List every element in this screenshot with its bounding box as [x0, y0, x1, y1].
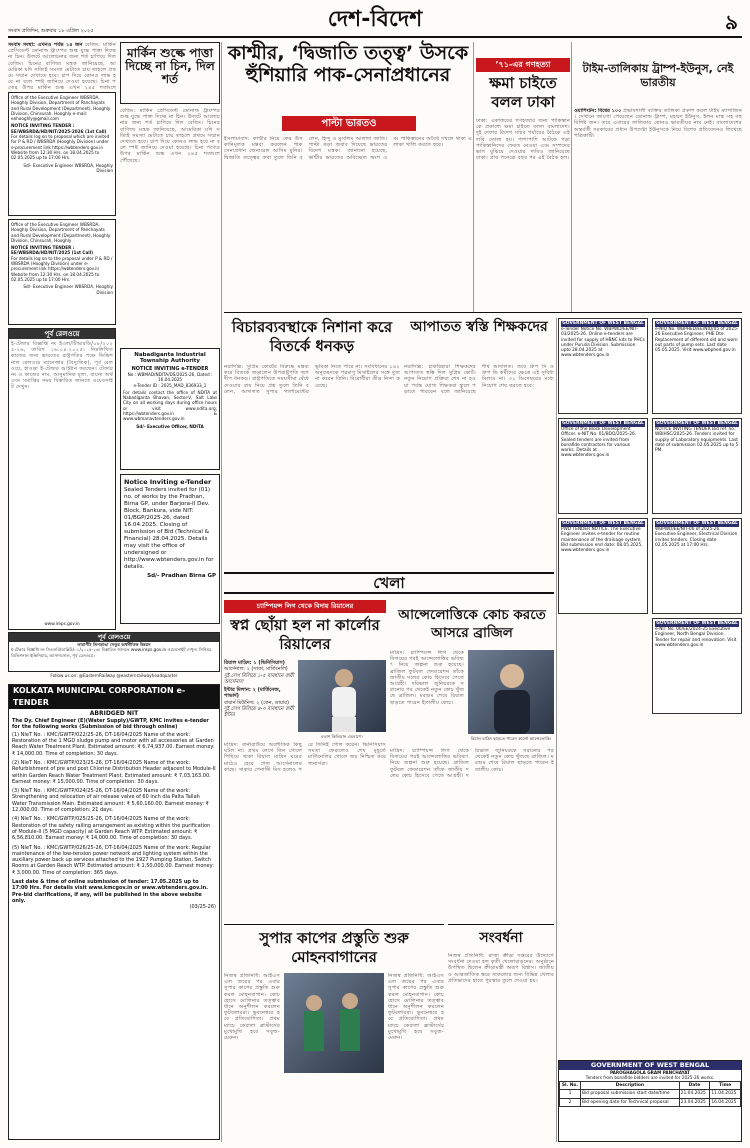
time-list-headline: টাইম-তালিকায় ট্রাম্প-ইউনুস, নেই ভারতীয় — [582, 62, 734, 89]
tender-ad-head: GOVERNMENT OF WEST BENGAL — [656, 321, 738, 326]
column-divider — [571, 42, 572, 312]
coach-silhouette-icon — [468, 650, 554, 734]
china-headline: মার্কিন শুল্কে পাত্তা দিচ্ছে না চিন, দিল শর্ত — [125, 46, 215, 87]
table-cell: 11.04.2025 — [710, 1090, 741, 1099]
ad-sign: Sd/- Executive Engineer WBSRDA, Hooghly Division — [23, 284, 113, 295]
real-madrid-block — [224, 600, 386, 920]
nabadiganta-ad — [120, 348, 220, 470]
tender-ad — [652, 618, 742, 714]
teachers-headline: আপাতত স্বস্তি শিক্ষকদের — [410, 319, 548, 335]
super-cup-body-right: নিজস্ব প্রতিনিধি: আইএসএল জয়ের পর এবার সুপার কাপের প্রস্তুতি শুরু করল মোহনবাগান। কোচ হোসে মোলিনার তত্ত্বাবধানে অনুশীলন করলেন ফুটবলাররা। ভুবনেশ্বরে হবে প্রতিযোগিতা। প্রথম ম্যাচে কেরালা ব্লাস্টার্সের মুখোমুখি হবে সবুজ-মেরুন। — [388, 973, 444, 1042]
ancelotti-caption: রিয়াল মাদ্রিদ ছাড়তে পারেন কার্লো আন্সেলোত্তি। — [470, 736, 552, 741]
kashmir-badge: পাল্টা ভারতও — [282, 116, 416, 131]
tender-ad — [652, 418, 742, 514]
kmc-ref: (03/25-26) — [189, 904, 216, 911]
tender-ad-body: PWD TENDER NOTICE. The Executive Engineer invites e-tender for routine maintenance of the drainage system. Bid submission end date: 08.05.2025. www.wbtenders.gov.in — [561, 527, 643, 554]
super-cup-block — [224, 924, 444, 1142]
kmc-tender-ad — [8, 684, 220, 1140]
score-line: দুই লেগ মিলিয়ে ৪-৩ ব্যবধানে জয়ী ইন্টার — [224, 706, 294, 719]
tender-ad-body: Office of the Block Development Officer. e-NIT No. 01/BDO/2025-26. Sealed tenders are invited from bonafide contractors for various works. Details at www.wbtenders.gov.in — [561, 427, 637, 459]
table-cell: 21.04.2025 — [679, 1090, 710, 1099]
railway2-header: পূর্ব রেলওয়ে — [9, 633, 219, 642]
table-header: Description — [580, 1081, 679, 1090]
paroghagola-sub: PAROGHAGOLA GRAM PANCHAYAT — [609, 1070, 691, 1075]
kmc-item: (3) NIeT No. : KMC/GWTP/024/25-26, DT-16/04/2025 Name of the work: Strengthening and relocation of air release valve of 60 inch dia Palta Tallah Water Transmission Main. Estimated amount: ₹ 5,60,160.00. Earnest money: ₹ 12,000.00. Time of completion: 21 days. — [12, 788, 209, 814]
dhankar-headline: বিচারব্যবস্থাকে নিশানা করে বিতর্কে ধনকড় — [231, 318, 393, 355]
mohun-bagan-photo — [284, 973, 384, 1073]
ancelotti-body: মাদ্রিদ: চ্যাম্পিয়ন্স লিগ থেকে বিদায়ের পরই আন্সেলোত্তির ভবিষ্যৎ নিয়ে জল্পনা শুরু হয়েছে। ব্রাজিল ফুটবল ফেডারেশন তাঁকে জাতীয় দলের কোচ হিসেবে পেতে আগ্রহী। দরিভাল জুনিয়রকে সরানোর পর থেকেই নতুন কোচ খুঁজছে ব্রাজিল। মরশুম শেষে রিয়াল ছাড়তে পারেন ইতালীয় কোচ। — [390, 650, 464, 706]
masthead-dateline: সংবাদ প্রতিদিন, শুক্রবার ১৮ এপ্রিল ২০২৫ — [8, 28, 94, 34]
left-dateline: সংবাদ সংস্থা: এখনও পর্যন্ত ১৪ জন — [8, 42, 83, 48]
left-col-text: বেজিং: মার্কিন প্রেসিডেন্ট ডোনাল্ড ট্রাম্পের শুল্ক যুদ্ধে পাত্তা দিচ্ছে না চিন। উলটে আলোচনার জন্য শর্ত চাপিয়ে দিল বেজিং। চিনের বাণিজ্য মন্ত্রক জানিয়েছে, আমেরিকা যদি সত্যিই সমস্যা মেটাতে চায় তাহলে প্রথমে সম্মান দেখাতে হবে। চাপ দিয়ে কোনও লাভ হবে না বলে স্পষ্ট জানিয়ে দেওয়া হয়েছে। চিনা পণ্যের উপর মার্কিন শুল্ক এখন ২৪৫ শতাংশে — [8, 42, 116, 90]
table-header: Date — [679, 1081, 710, 1090]
tender-ad — [652, 318, 742, 414]
ancelotti-more-body: মাদ্রিদ: চ্যাম্পিয়ন্স লিগ থেকে বিদায়ের পরই আন্সেলোত্তির ভবিষ্যৎ নিয়ে জল্পনা শুরু হয়েছে। ব্রাজিল ফুটবল ফেডারেশন তাঁকে জাতীয় দলের কোচ হিসেবে পেতে আগ্রহী। দরিভাল জুনিয়রকে সরানোর পর থেকেই নতুন কোচ খুঁজছে ব্রাজিল। মরশুম শেষে রিয়াল ছাড়তে পারেন ইতালীয় কোচ। — [390, 748, 554, 779]
tender-ad — [558, 518, 648, 614]
kmc-item: (2) NIeT No. : KMC/GWTP/023/25-26, DT-16/04/2025 Name of the work: Refurbishment of pre and post Chlorine Distribution Header adjacent to Module-II within Garden Reach Water Treatment Plant. Estimated amount: ₹ 7,03,163.00. Earnest money: ₹ 15,000.00. Time of completion: 30 days. — [12, 760, 216, 785]
nabadiganta-id: e-Tender ID : 2025_MAD_836933_1 — [133, 382, 207, 388]
paroghagola-ad — [558, 1060, 742, 1142]
tender-ad-head: GOVERNMENT OF WEST BENGAL — [656, 521, 738, 526]
tender-ad — [558, 418, 648, 514]
sambardhana-body: নিজস্ব প্রতিনিধি: রাজ্য ক্রীড়া দপ্তরের উদ্যোগে সংবর্ধনা দেওয়া হল কৃতী খেলোয়াড়দের। অনুষ্ঠানে উপস্থিত ছিলেন ক্রীড়ামন্ত্রী অরূপ বিশ্বাস। জাতীয় ও আন্তর্জাতিক স্তরে সাফল্যের জন্য বিভিন্ন খেলার প্রতিভাদের হাতে পুরস্কার তুলে দেওয়া হয়। — [448, 953, 554, 984]
tender-ad-head: GOVERNMENT OF WEST BENGAL — [656, 621, 738, 626]
dhaka-tag: ’৭১-এর গণহত্যা — [476, 58, 570, 72]
page-number: ৯ — [725, 10, 738, 34]
mbappe-caption: হতাশ কিলিয়ান এমবাপে। — [321, 734, 363, 739]
birna-sign: Sd/- Pradhan Birna GP — [147, 573, 216, 579]
real-body: মাদ্রিদ: বার্নাবাউয়ে অলৌকিক কিছু ঘটল না। প্রথম লেগে তিন গোলে পিছিয়ে থাকা রিয়াল মাদ্রিদ ঘরের মাঠেও হেরে গেল আর্সেনালের কাছে। সাকার পেনাল্টি মিস হলেও পরে তিনিই গোল করেন। ভিনিসিয়াস সমতা ফেরালেও শেষ মুহূর্তে মার্তিনেলির গোলে জয় নিশ্চিত করে গানার্সরা। — [224, 742, 386, 773]
table-header: Sl. No. — [560, 1081, 581, 1090]
kmc-intro: The Dy. Chief Engineer (E)(Water Supply)/GWTP, KMC invites e-tender for the following works (Submission of bid through online) — [12, 718, 209, 731]
kashmir-headline: কাশ্মীর, ‘দ্বিজাতি তত্ত্ব’ উসকে হুঁশিয়ারি পাক-সেনাপ্রধানের — [227, 42, 469, 86]
nabadiganta-title: Nabadiganta Industrial Township Authority — [134, 352, 206, 364]
wbsrda-ad-1 — [8, 92, 116, 216]
dhaka-body: ঢাকা: একাত্তরের গণহত্যার জন্য পাকিস্তানকে প্রকাশ্যে ক্ষমা চাইতে বলল বাংলাদেশ। দুই দেশের বিদেশ সচিব পর্যায়ের বৈঠকে এই দাবি তোলা হয়। পাশাপাশি আটকে পড়া পাকিস্তানিদের ফেরত নেওয়া এবং সম্পদের ভাগ বুঝিয়ে দেওয়ার দাবিও জানিয়েছে ঢাকা। প্রায় পনেরো বছর পর এই বৈঠক হল। — [476, 118, 570, 162]
table-cell: 16.04.2025 — [710, 1098, 741, 1107]
ad-sign: Sd/- Executive Engineer WBSRDA, Hooghly Division — [23, 162, 113, 173]
birna-title: Notice Inviting e-Tender — [124, 478, 212, 486]
paroghagola-table — [559, 1081, 741, 1108]
table-header-row — [560, 1081, 741, 1090]
wbsrda-ad-2 — [8, 219, 116, 325]
kmc-sub: ABRIDGED NIT — [89, 710, 139, 717]
masthead — [8, 6, 742, 36]
column-divider — [221, 42, 222, 1142]
table-row — [560, 1098, 741, 1107]
tender-ad-body: WBPWD/EE/NIT-06 of 2025-26. Executive Engineer, Electrical Division invites tenders. Closing date 02.05.2025 at 17:00 Hrs. — [655, 527, 738, 548]
score-line: ইন্টার মিলান: ২ (মার্তিনেজ, পাভার্দ) — [224, 687, 281, 700]
table-cell: 1 — [560, 1090, 581, 1099]
kmc-footer: Last date & time of online submission of tender: 17.05.2025 up to 17:00 Hrs. For details visit www.kmcgov.in or www.wbtenders.gov.in. Pre-bid clarifications, if any, will be published in the above website only. — [12, 879, 209, 904]
railway-notice-text: ই-টেন্ডার বিজ্ঞপ্তি নং ইএল/টিআরডি/০৮/২০২৫-২৬, তারিখ ১৬.০৪.২০২৫। নিম্নলিখিত কাজের জন্য ভারতের রাষ্ট্রপতির পক্ষে ডিভিশনাল রেলওয়ে ম্যানেজার (বৈদ্যুতিক), পূর্ব রেলওয়ে, হাওড়া ই-টেন্ডার আহ্বান করছেন। টেন্ডার নং ও কাজের নাম, আনুমানিক মূল্য, বায়না অর্থ এবং সমাপ্তির সময় বিস্তারিত জানতে ওয়েবসাইট দেখুন। — [11, 341, 113, 391]
paroghagola-body: Tenders from bonafide bidders are invited for 2025-26 works. — [585, 1075, 715, 1081]
sambardhana-headline: সংবর্ধনা — [479, 930, 523, 946]
nabadiganta-ref: No : WBMAD/NDITA/DS/2025-26, Dated : 16.04.2025 — [127, 372, 213, 383]
table-cell: 23.04.2025 — [679, 1098, 710, 1107]
table-row — [560, 1090, 741, 1099]
kmc-item: (1) NIeT No. : KMC/GWTP/022/25-26, DT-16/04/2025 Name of the work: Restoration of the 1 MGD sludge pump and motor with all accessories at Garden Reach Water Treatment Plant. Estimated amount: ₹ 6,74,937.00. Earnest money: ₹ 14,000.00. Time of completion: 30 days. — [12, 731, 215, 757]
super-cup-body-left: নিজস্ব প্রতিনিধি: আইএসএল জয়ের পর এবার সুপার কাপের প্রস্তুতি শুরু করল মোহনবাগান। কোচ হোসে মোলিনার তত্ত্বাবধানে অনুশীলন করলেন ফুটবলাররা। ভুবনেশ্বরে হবে প্রতিযোগিতা। প্রথম ম্যাচে কেরালা ব্লাস্টার্সের মুখোমুখি হবে সবুজ-মেরুন। — [224, 973, 280, 1042]
score-line: বায়ার্ন মিউনিখ: ২ (কেন, ডায়ার) — [224, 699, 289, 706]
china-headline-box — [120, 42, 220, 104]
tender-ad — [652, 518, 742, 614]
tender-ad-body: e-Tender Notice No. WBPWD/EE/NIT-03/2025-26. Online e-tenders are invited for supply of HBNC kits to PHCs under Purulia Division. Submission upto 28.04.2025 at www.wbtenders.gov.in — [561, 327, 645, 359]
paroghagola-title: GOVERNMENT OF WEST BENGAL — [559, 1061, 741, 1070]
tender-ad-body: e-NIT No. 06/EE/2024-25 Executive Engineer, North Bengal Division. Tender for repair and renovation. Visit www.wbtenders.gov.in — [655, 627, 737, 648]
time-list-body: প্রভাবশালী ব্যক্তির তালিকা প্রকাশ করল টাইম ম্যাগাজিন। সেখানে জায়গা পেয়েছেন ডোনাল্ড ট্রাম্প, মহম্মদ ইউনুস, ইলন মাস্ক সহ বহু বিশিষ্ট জন। তবে এবারের তালিকায় কোনও ভারতীয়র নাম নেই। বাংলাদেশের অন্তর্বর্তী সরকারের প্রধান উপদেষ্টা ইউনুসকে নিয়ে বিশেষ প্রতিবেদনও লিখেছে পত্রিকাটি। — [574, 108, 742, 139]
khela-title: খেলা — [373, 574, 405, 592]
table-cell: 2 — [560, 1098, 581, 1107]
real-headline: স্বপ্ন ছোঁয়া হল না কার্লোর রিয়ালের — [230, 616, 380, 653]
tender-ad-body: NOTICE INVITING TENDER Bid ref. no.: WBIHSC/2025-26. Tenders invited for supply of Laboratory equipments. Last date of submission 02.05.2025 up to 5 PM. — [655, 427, 739, 454]
railway2-text: ই-টেন্ডার বিজ্ঞপ্তি নং সিএলবি/ডাব্লিউ/০১/২০২৫-২৬। বিস্তারিত জানতে www.ireps.gov.in ওয়েবসাইট দেখুন। সিনিয়র ডিভিশনাল ইঞ্জিনিয়ার, আসানসোল, পূর্ব রেলওয়ে। — [11, 647, 212, 658]
tender-ad-head: GOVERNMENT OF WEST BENGAL — [562, 321, 644, 326]
birna-body: Sealed Tenders invited for (01) no. of works by the Pradhan, Birna GP, under Barjora-II Dev. Block, Bankura, vide NIT: 01/BGP/2025-26, dated 16.04.2025. Closing of submission of Bid (Technical & Financial) 28.04.2025. Details may visit the office of undersigned or http://www.wbtenders.gov.in for details. — [124, 487, 214, 570]
super-cup-headline: সুপার কাপের প্রস্তুতি শুরু মোহনবাগানের — [259, 929, 409, 966]
ad-body: For details log on to proposal which are invited for P & RD / WBSRDA (Hooghly Division) under e-procurement link https://wbtenders.gov.in Website from 12:30 Hrs. on 18.04.2025 to 02.05.2025 up to 17:00 Hrs. — [11, 134, 110, 161]
birna-gp-ad — [120, 474, 220, 624]
ad-body: For details log on to the proposal under P & RD / WBSRDA (Hooghly Division) under e-procurement link https://wbtenders.gov.in Website from 12:30 Hrs. on 18.04.2025 to 02.05.2025 up to 17:00 Hrs. — [11, 255, 113, 282]
kmc-item: (4) NIeT No. : KMC/GWTP/025/25-26, DT-16/04/2025 Name of the work: Restoration of the safety railing arrangement as existing within the purification of Module-II (5 MGD capacity) at Garden Reach WTP. Estimated amount: ₹ 6,56,810.00. Earnest money: ₹ 14,000.00. Time of completion: 30 days. — [12, 816, 211, 842]
ancelotti-block — [390, 600, 554, 920]
table-header: Time — [710, 1081, 741, 1090]
kmc-items — [9, 732, 219, 876]
column-divider — [473, 42, 474, 312]
table-cell: Bid proposal submission start date/time — [580, 1090, 679, 1099]
time-list-dateline: ওয়াশিংটন: বিশ্বের ১০০ — [574, 108, 622, 114]
khela-section-bar — [224, 572, 554, 594]
railway-header: পূর্ব রেলওয়ে — [9, 329, 115, 339]
real-scores — [224, 660, 294, 719]
left-news-column — [120, 42, 220, 632]
score-line: দুই লেগ মিলিয়ে ১-৫ ব্যবধানে জয়ী আর্সেনাল — [224, 672, 294, 685]
player-silhouette-icon — [298, 660, 386, 732]
kmc-title: KOLKATA MUNICIPAL CORPORATION e-TENDER — [9, 685, 219, 709]
tender-ad-head: GOVERNMENT OF WEST BENGAL — [562, 421, 644, 426]
mbappe-photo — [298, 660, 386, 732]
sambardhana-block — [448, 924, 554, 1142]
eastern-railway-ad-2 — [8, 632, 220, 672]
score-line: রিয়াল মাদ্রিদ: ১ (ভিনিসিয়াস) — [224, 660, 285, 666]
score-line: আর্সেনাল: ২ (সাকা, মার্তিনেলি) — [224, 666, 288, 673]
dhaka-headline: ক্ষমা চাইতে বলল ঢাকা — [489, 74, 557, 111]
railway2-sub: তারাপীঠ তিনডাঙা সেতুর অর্থনীতিক উন্নয়ন — [77, 642, 151, 647]
tender-ad-head: GOVERNMENT OF WEST BENGAL — [562, 521, 644, 526]
row-divider — [224, 312, 742, 313]
teachers-body: নয়াদিল্লি: চাকরিহারা শিক্ষকদের আপাতত স্বস্তি দিল সুপ্রিম কোর্ট। নতুন নিয়োগ প্রক্রিয়া শেষ না হওয়া পর্যন্ত যোগ্য শিক্ষকরা স্কুলে পড়াতে পারবেন বলে জানিয়েছে শীর্ষ আদালত। তবে গ্রুপ সি ও গ্রুপ ডি কর্মীদের ক্ষেত্রে এই সুবিধা মিলবে না। ৩১ ডিসেম্বরের মধ্যে নিয়োগ শেষ করতে হবে। — [404, 364, 554, 395]
tender-ad-body: e-NIQ No. WBPHED/EE/NIQ/05 of 2025-26 Executive Engineer, PHE Dte. Replacement of different old and worn out parts of pump sets. Last date 05.05.2025. Visit www.wbphed.gov.in — [655, 327, 739, 354]
kashmir-headline-block — [224, 42, 472, 122]
nabadiganta-notice: NOTICE INVITING e-TENDER — [131, 366, 209, 372]
ad-notice-title: NOTICE INVITING TENDER : EE/WBSRDA/HD/NIT/2025-2026 (1st Call) — [11, 123, 107, 134]
masthead-rule — [8, 36, 742, 38]
table-cell: Bid opening date for Technical proposal — [580, 1098, 679, 1107]
ad-office: Office of the Executive Engineer WBSRDA, Hooghly Division, Department of Panchayats and Rural Development (Department), Hooghly Division, Chinsurah, Hooghly — [11, 222, 111, 243]
tender-ad — [558, 318, 648, 414]
nabadiganta-sign: Sd/- Executive Officer, NDITA — [136, 423, 204, 429]
tender-grid — [558, 318, 742, 1054]
ancelotti-headline: আন্সেলোত্তিকে কোচ করতে আসরে ব্রাজিল — [398, 607, 546, 641]
kmc-item: (5) NIeT No. : KMC/GWTP/026/25-26, DT-16/04/2025 Name of the work: Regular maintenance of the low-tension power network and lighting system within the auxiliary power back up services attached to the 1927 Pumping Station, Switch Rooms at Garden Reach WTP. Estimated amount: ₹ 1,50,000.00. Earnest money: ₹ 3,000.00. Time of completion: 365 days. — [12, 844, 214, 876]
dhaka-block — [476, 42, 570, 310]
railway2-follow: Follow us on: @EasternRailway @easternrailwayheadquarter — [50, 673, 178, 678]
ancelotti-photo — [468, 650, 554, 734]
nabadiganta-body: For details contact the office of NDITA at Nabadiganta Bhavan, Sector-V, Salt Lake City on all working days during office hours or visit www.ndita.org, https://wbtenders.gov.in & www.wbmanavtenders.gov.in — [123, 389, 217, 422]
ad-office: Office of the Executive Engineer WBSRDA, Hooghly Division, Department of Panchayats and Rural Development (Department), Hooghly Division, Chinsurah, Hooghly e-mail: eehooghly@gmail.com — [11, 95, 111, 122]
players-group-icon — [284, 973, 384, 1073]
section-title: দেশ-বিদেশ — [327, 7, 423, 32]
dhankar-block — [224, 318, 400, 566]
column-divider — [556, 318, 557, 1142]
china-body-text: বেজিং: মার্কিন প্রেসিডেন্ট ডোনাল্ড ট্রাম্পের শুল্ক যুদ্ধে পাত্তা দিচ্ছে না চিন। উলটে আলোচনার জন্য শর্ত চাপিয়ে দিল বেজিং। চিনের বাণিজ্য মন্ত্রক জানিয়েছে, আমেরিকা যদি সত্যিই সমস্যা মেটাতে চায় তাহলে প্রথমে সম্মান দেখাতে হবে। চাপ দিয়ে কোনও লাভ হবে না বলে স্পষ্ট জানিয়ে দেওয়া হয়েছে। চিনা পণ্যের উপর মার্কিন শুল্ক এখন ২৪৫ শতাংশে পৌঁছেছে। — [120, 108, 220, 164]
railway-website: www.ireps.gov.in — [44, 621, 80, 626]
tender-ad-head: GOVERNMENT OF WEST BENGAL — [656, 421, 738, 426]
eastern-railway-ad — [8, 328, 116, 630]
ad-notice-title: NOTICE INVITING TENDER : EE/WBSRDA/HD/NIT/2025 (1st Call) — [11, 245, 94, 256]
kashmir-body: ইসলামাবাদ: কাশ্মীর নিয়ে ফের উসকানিমূলক মন্তব্য করলেন পাক সেনাপ্রধান জেনারেল আসিম মুনির। দ্বিজাতি তত্ত্বের কথা তুলে তিনি বলেন, হিন্দু ও মুসলিম আলাদা জাতি। পাল্টা কড়া জবাব দিয়েছে ভারতের বিদেশ মন্ত্রক। জানানো হয়েছে, কাশ্মীর ভারতের অবিচ্ছেদ্য অংশ এবং পাকিস্তানের অবৈধ দখলে থাকা এলাকা খালি করতে হবে। — [224, 136, 472, 161]
dhankar-body: নয়াদিল্লি: সুপ্রিম কোর্টের বিরুদ্ধে মন্তব্য করে বিতর্কে জড়ালেন উপরাষ্ট্রপতি জগদীপ ধনকড়। রাষ্ট্রপতিকে সময়সীমা বেঁধে দেওয়ার রায় নিয়ে প্রশ্ন তুলে তিনি বলেন, আদালত সুপার পার্লামেন্টের ভূমিকা নিতে পারে না। সংবিধানের ১৪২ অনুচ্ছেদকে পরমাণু মিসাইলের সঙ্গে তুলনা করেন তিনি। বিরোধীরা তীব্র নিন্দা করেছে। — [224, 364, 400, 395]
real-tag: চ্যাম্পিয়ন্স লিগ থেকে বিদায় রিয়ালের — [224, 600, 386, 613]
teachers-block — [404, 318, 554, 566]
